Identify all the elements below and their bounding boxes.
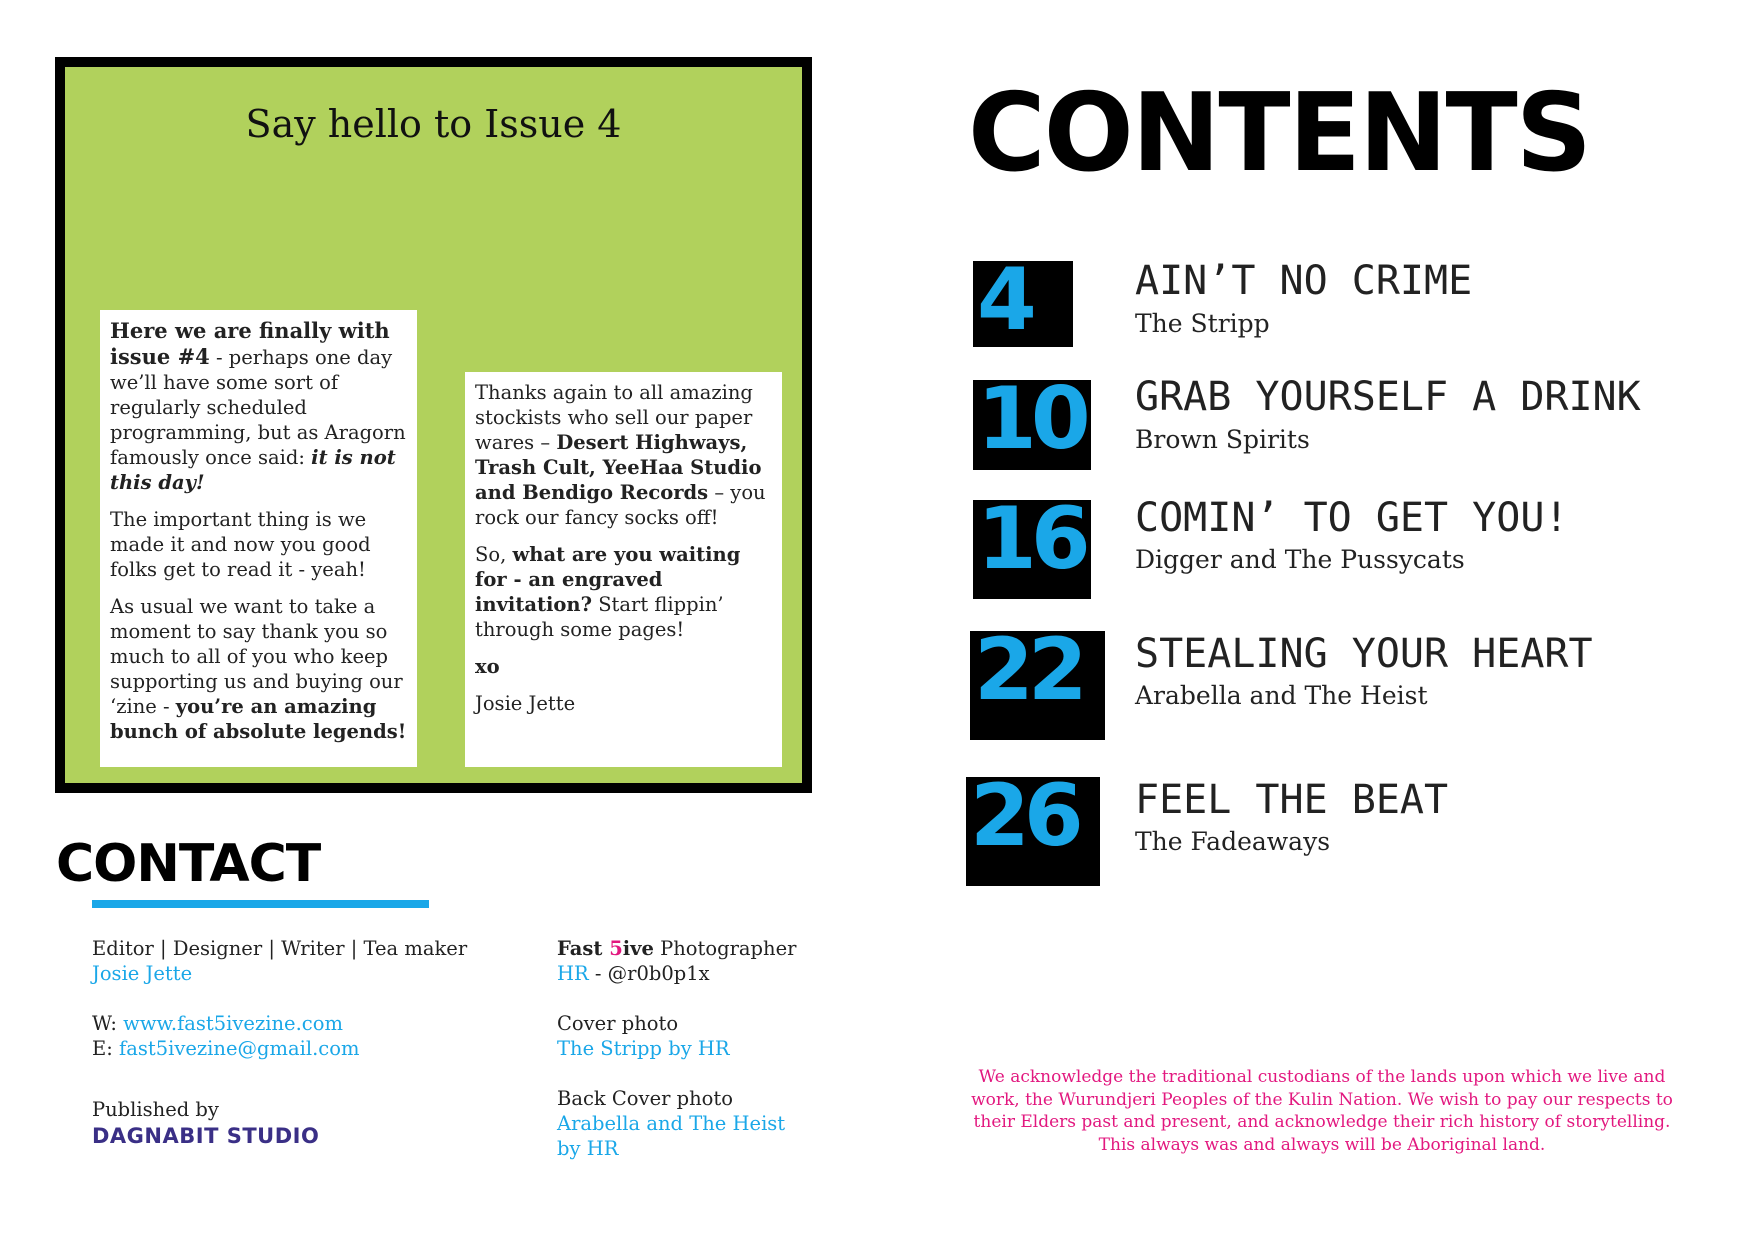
contact-underline [92,900,429,908]
website-link[interactable]: www.fast5ivezine.com [123,1012,343,1035]
toc-item-subtitle: The Stripp [1135,309,1270,338]
toc-page-number: 22 [970,631,1105,740]
publisher-name: DAGNABIT STUDIO [92,1124,320,1148]
toc-item-title: AIN’T NO CRIME [1135,258,1473,304]
editorial-card-left [100,310,417,767]
back-cover-credit: Arabella and The Heist [557,1112,786,1135]
email-link[interactable]: fast5ivezine@gmail.com [119,1037,360,1060]
acknowledgement-of-country: We acknowledge the traditional custodians of the lands upon which we live and work, the Wurundjeri Peoples of the Kulin Nation. We wish to pay our respects to their Elders past and present, and acknowledge their rich history of storytelling. This always was and always will be Aboriginal land. [971,1067,1673,1155]
toc-item-subtitle: Arabella and The Heist [1135,681,1428,710]
toc-page-number: 4 [973,261,1073,347]
photographer-role: Fast 5ive Photographer [557,937,797,960]
editorial-card-right [465,372,782,767]
back-cover-label: Back Cover photo [557,1087,733,1110]
editorial-paragraph: Thanks again to all amazing stockists who sell our paper wares – Desert Highways, Trash Cult, YeeHaa Studio and Bendigo Records – you rock our fancy socks off! [475,381,766,529]
website-line: W: www.fast5ivezine.com [92,1012,343,1035]
editorial-paragraph: So, what are you waiting for - an engraved invitation? Start flippin’ through some pages! [475,543,741,641]
toc-item-subtitle: Brown Spirits [1135,425,1310,454]
contents-heading: CONTENTS [968,71,1591,196]
editorial-title: Say hello to Issue 4 [245,102,622,146]
published-label: Published by [92,1098,219,1121]
editorial-paragraph: As usual we want to take a moment to say thank you so much to all of you who keep supporting us and buying our ‘zine - you’re an amazing bunch of absolute legends! [110,595,407,743]
signoff: xo [475,655,500,678]
toc-item-title: FEEL THE BEAT [1135,777,1449,823]
editor-role: Editor | Designer | Writer | Tea maker [92,937,468,960]
toc-page-number: 26 [966,777,1100,886]
contact-heading: CONTACT [56,834,321,894]
editorial-panel [55,57,812,793]
email-line: E: fast5ivezine@gmail.com [92,1037,360,1060]
toc-item-title: COMIN’ TO GET YOU! [1135,495,1569,541]
toc-item-title: GRAB YOURSELF A DRINK [1135,374,1641,420]
toc-page-number: 16 [973,500,1091,599]
cover-photo-label: Cover photo [557,1012,679,1035]
editorial-paragraph: The important thing is we made it and now you good folks get to read it - yeah! [110,508,371,581]
toc-item-subtitle: The Fadeaways [1135,827,1331,856]
editorial-paragraph: Here we are finally with issue #4 - perhaps one day we’ll have some sort of regularly scheduled programming, but as Aragorn famously once said: it is not this day! [110,318,406,494]
toc-item-subtitle: Digger and The Pussycats [1135,545,1465,574]
photographer-line: HR - @r0b0p1x [557,962,710,985]
cover-photo-credit: The Stripp by HR [557,1037,730,1060]
toc-item-title: STEALING YOUR HEART [1135,631,1593,677]
editor-name: Josie Jette [92,962,193,985]
toc-page-number: 10 [973,380,1091,470]
back-cover-credit: by HR [557,1137,619,1160]
signature: Josie Jette [475,692,576,715]
